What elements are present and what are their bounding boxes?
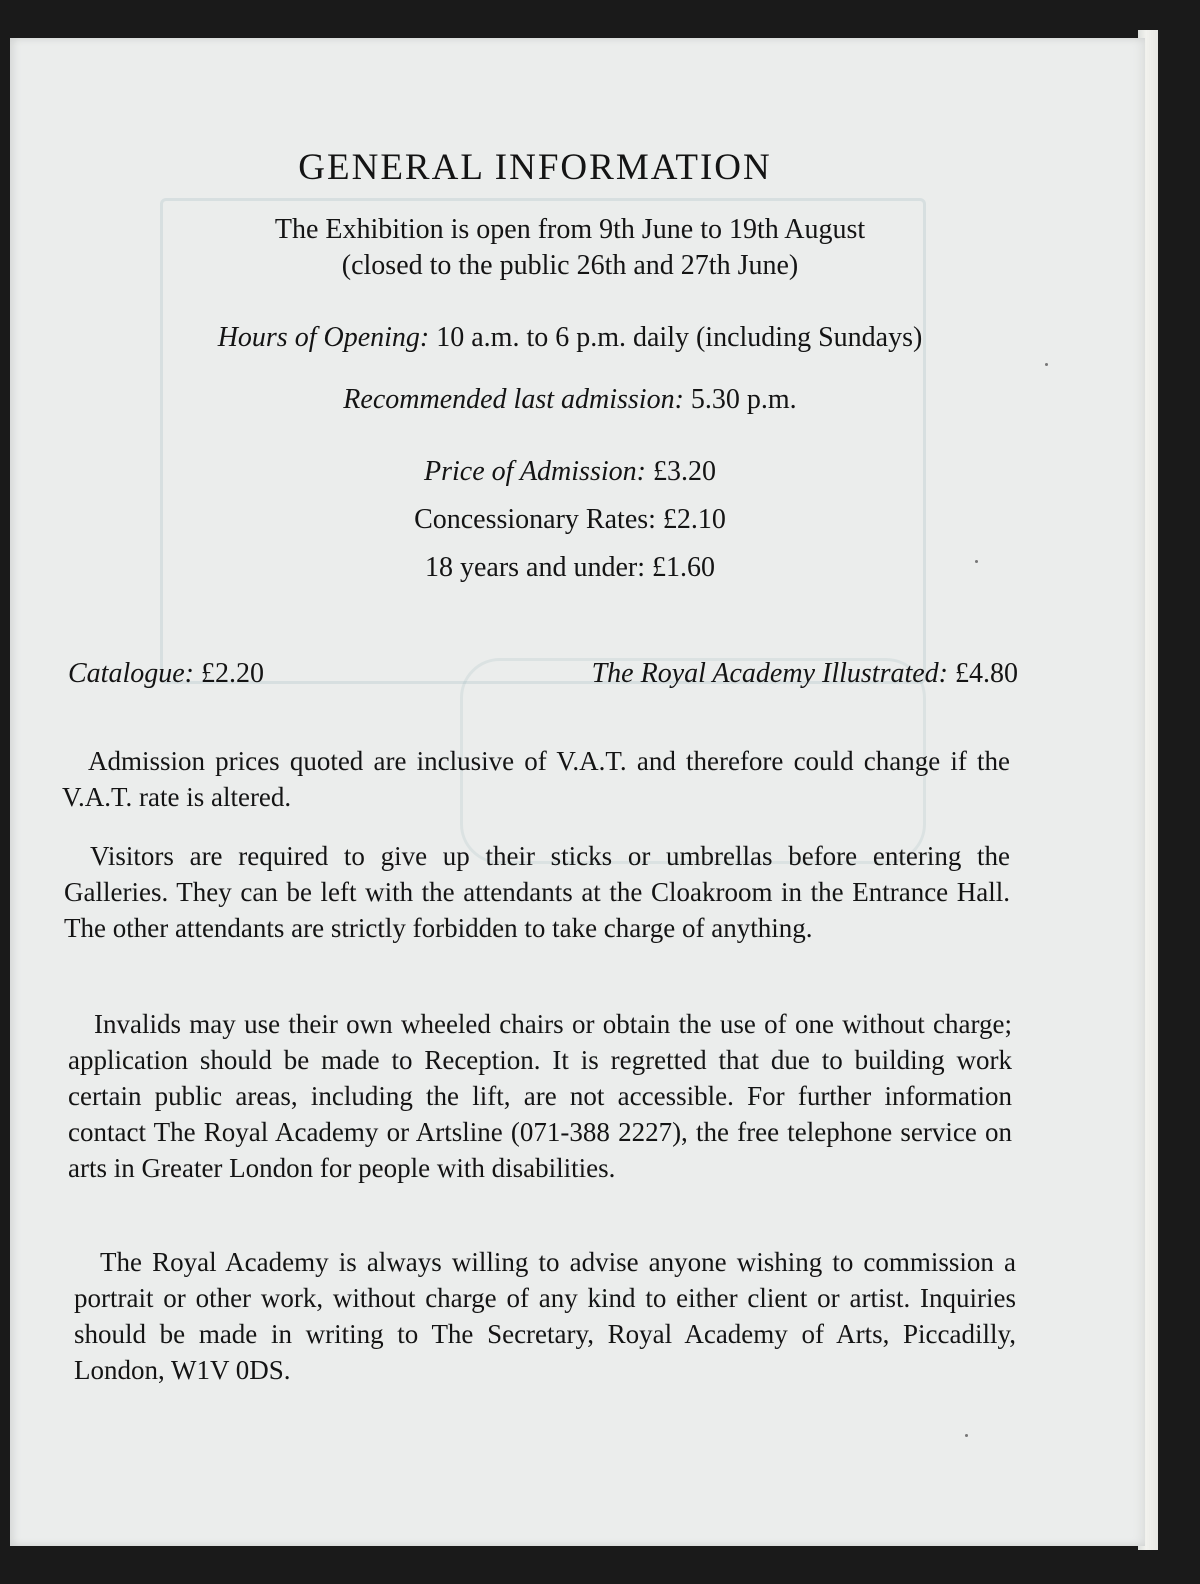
vat-paragraph: Admission prices quoted are inclusive of V.A.T. and therefore could change if the V.A.T. rate is altered.: [62, 746, 1010, 812]
admission-price: [70, 456, 1070, 488]
hours-label: Hours of Opening:: [217, 322, 430, 353]
catalogue-label: Catalogue:: [68, 658, 194, 689]
closed-dates: (closed to the public 26th and 27th June): [341, 250, 799, 281]
book-page: [10, 38, 1145, 1546]
accessibility-paragraph: Invalids may use their own wheeled chairs or obtain the use of one without charge; application should be made to Reception. It is regretted that due to building work certain public areas, including the lift, are not accessible. For further information contact The Royal Academy or Artsline (071-388 2227), the free telephone service on arts in Greater London for people with disabilities.: [68, 1009, 1012, 1183]
concessionary-rate: Concessionary Rates: £2.10: [414, 504, 726, 535]
paper-speck: [975, 560, 978, 563]
admission-value: £3.20: [652, 456, 716, 487]
admission-label: Price of Admission:: [424, 456, 646, 487]
illustrated-value: £4.80: [955, 658, 1018, 689]
illustrated-label: The Royal Academy Illustrated:: [591, 658, 948, 689]
catalogue-value: £2.20: [201, 658, 264, 689]
last-admission-label: Recommended last admission:: [343, 384, 684, 415]
last-admission-value: 5.30 p.m.: [690, 384, 797, 415]
sticks-umbrellas-paragraph: Visitors are required to give up their sticks or umbrellas before entering the Galleries. They can be left with the attendants at the Cloakroom in the Entrance Hall. The other attendants are strictly forbidden to take charge of anything.: [64, 841, 1010, 943]
page-title: GENERAL INFORMATION: [298, 147, 772, 188]
hours-value: 10 a.m. to 6 p.m. daily (including Sundays): [436, 322, 923, 353]
opening-hours: [70, 322, 1070, 354]
paper-speck: [965, 1434, 968, 1437]
portrait-commission-paragraph: The Royal Academy is always willing to advise anyone wishing to commission a portrait or other work, without charge of any kind to either client or artist. Inquiries should be made in writing to The Secretary, Royal Academy of Arts, Piccadilly, London, W1V 0DS.: [74, 1247, 1016, 1385]
catalogue-price: [68, 658, 264, 690]
illustrated-price: [592, 658, 1018, 690]
paper-speck: [1045, 363, 1048, 366]
publications-row: [68, 658, 1018, 690]
youth-rate: 18 years and under: £1.60: [424, 552, 716, 583]
last-admission: [70, 384, 1070, 416]
exhibition-dates: The Exhibition is open from 9th June to 19th August: [274, 214, 866, 245]
